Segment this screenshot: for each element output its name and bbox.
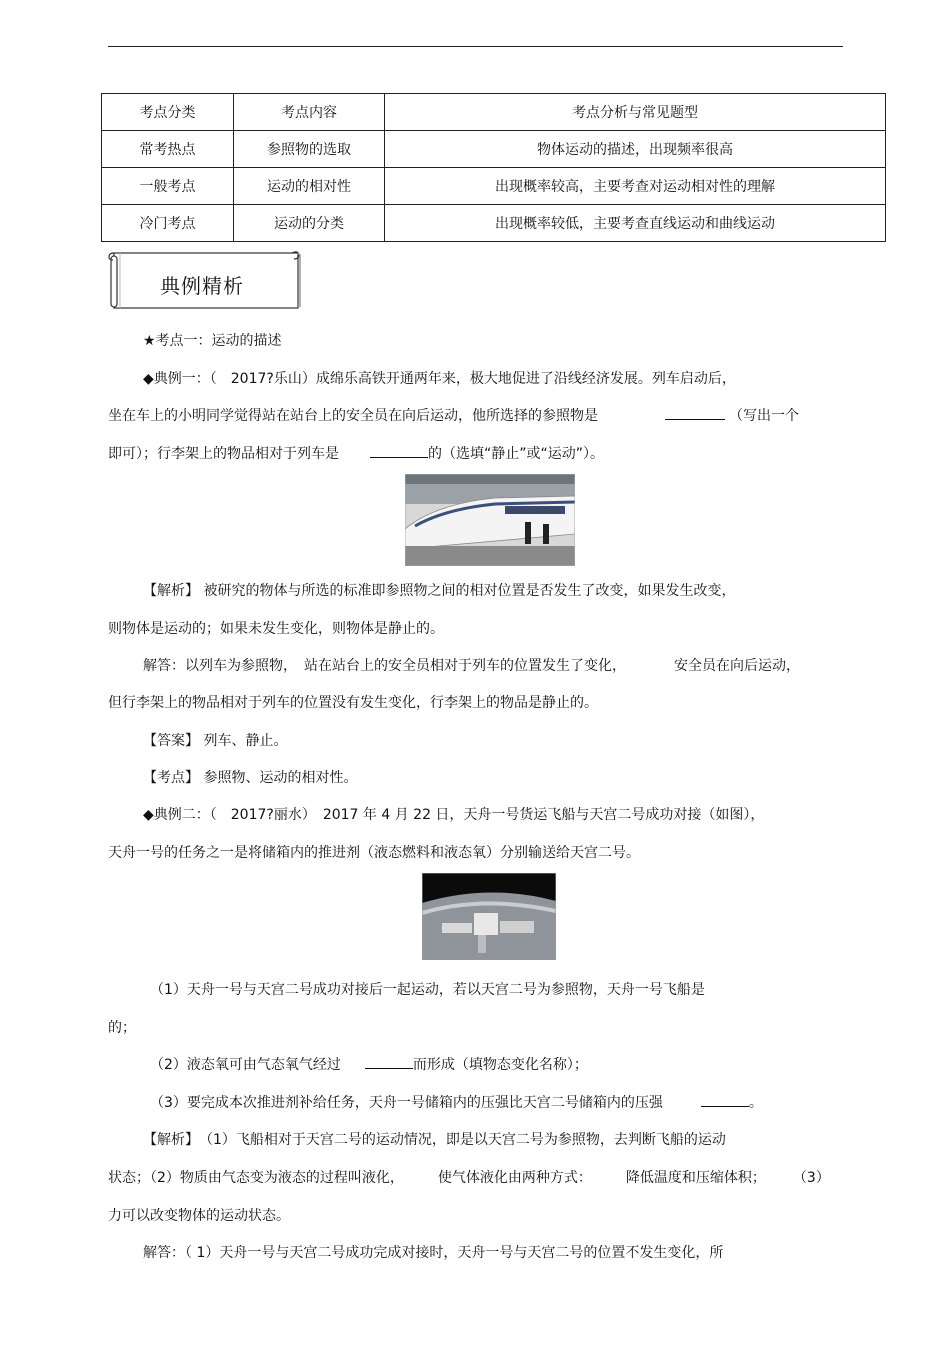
table-cell: 出现概率较低，主要考查直线运动和曲线运动: [385, 205, 886, 242]
analysis-text: 则物体是运动的；如果未发生变化，则物体是静止的。: [108, 621, 444, 637]
question-text: [150, 1092, 763, 1112]
analysis-text: 力可以改变物体的运动状态。: [108, 1208, 290, 1224]
answer-blank: [365, 1054, 413, 1069]
text-span: （3）要完成本次推进剂补给任务，天舟一号储箱内的压强比天宫二号储箱内的压强: [150, 1095, 663, 1111]
text-span: 状态；（2）物质由气态变为液态的过程叫液化，: [108, 1170, 404, 1186]
question-text: 的；: [108, 1020, 136, 1036]
table-cell: 运动的相对性: [234, 168, 385, 205]
table-cell: 常考热点: [102, 131, 234, 168]
question-text: [150, 1054, 588, 1074]
answer-blank: [701, 1092, 749, 1107]
text-span: 即可）；行李架上的物品相对于列车是: [108, 446, 339, 462]
text-span: 。: [748, 1095, 763, 1111]
exam-point-heading: ★考点一：运动的描述: [143, 333, 282, 349]
section-banner: [108, 248, 301, 310]
analysis-text: [108, 1167, 830, 1187]
text-span: 的（选填“静止”或“运动”）。: [428, 446, 605, 462]
answer-blank: [370, 443, 428, 458]
exam-point-text: 【考点】 参照物、运动的相对性。: [143, 770, 358, 786]
section-title: 典例精析: [160, 274, 244, 298]
table-header-cell: 考点分析与常见题型: [385, 94, 886, 131]
example-1-line: [108, 405, 799, 425]
exam-point-table: [101, 93, 886, 242]
solution-text: [143, 655, 800, 675]
text-span: （2）液态氧可由气态氧气经过: [150, 1057, 341, 1073]
spacecraft-docking-photo: [422, 873, 556, 960]
text-span: 坐在车上的小明同学觉得站在站台上的安全员在向后运动，他所选择的参照物是: [108, 408, 598, 424]
question-text: （1）天舟一号与天宫二号成功对接后一起运动，若以天宫二号为参照物，天舟一号飞船是: [150, 982, 705, 998]
text-span: 使气体液化由两种方式：: [437, 1170, 592, 1186]
text-span: 降低温度和压缩体积；: [625, 1170, 766, 1186]
text-span: 安全员在向后运动，: [674, 658, 800, 674]
example-1-line: ◆典例一：（ 2017?乐山）成绵乐高铁开通两年来，极大地促进了沿线经济发展。列车启动后，: [143, 371, 736, 387]
solution-text: 解答：（ 1）天舟一号与天宫二号成功完成对接时，天舟一号与天宫二号的位置不发生变化，所: [143, 1245, 724, 1261]
text-span: （写出一个: [729, 408, 799, 424]
example-2-line: ◆典例二：（ 2017?丽水） 2017 年 4 月 22 日，天舟一号货运飞船与天宫二号成功对接（如图），: [143, 807, 765, 823]
text-span: （3）: [799, 1170, 830, 1186]
table-header-row: [102, 94, 886, 131]
text-span: 而形成（填物态变化名称）；: [412, 1057, 588, 1073]
analysis-text: 【解析】 被研究的物体与所选的标准即参照物之间的相对位置是否发生了改变，如果发生改变，: [143, 583, 736, 599]
table-cell: 冷门考点: [102, 205, 234, 242]
analysis-text: 【解析】 （1）飞船相对于天宫二号的运动情况，即是以天宫二号为参照物，去判断飞船的运动: [143, 1132, 726, 1148]
table-row: [102, 205, 886, 242]
high-speed-train-photo: [405, 474, 575, 566]
header-rule: [108, 46, 843, 47]
text-span: 解答：以列车为参照物， 站在站台上的安全员相对于列车的位置发生了变化，: [143, 658, 626, 674]
table-row: [102, 131, 886, 168]
table-header-cell: 考点内容: [234, 94, 385, 131]
example-2-line: 天舟一号的任务之一是将储箱内的推进剂（液态燃料和液态氧）分别输送给天宫二号。: [108, 845, 640, 861]
table-row: [102, 168, 886, 205]
example-1-line: [108, 443, 604, 463]
table-cell: 物体运动的描述，出现频率很高: [385, 131, 886, 168]
table-cell: 运动的分类: [234, 205, 385, 242]
table-header-cell: 考点分类: [102, 94, 234, 131]
answer-text: 【答案】 列车、静止。: [143, 733, 288, 749]
solution-text: 但行李架上的物品相对于列车的位置没有发生变化，行李架上的物品是静止的。: [108, 695, 598, 711]
table-cell: 参照物的选取: [234, 131, 385, 168]
answer-blank: [665, 405, 725, 420]
table-cell: 一般考点: [102, 168, 234, 205]
table-cell: 出现概率较高，主要考查对运动相对性的理解: [385, 168, 886, 205]
